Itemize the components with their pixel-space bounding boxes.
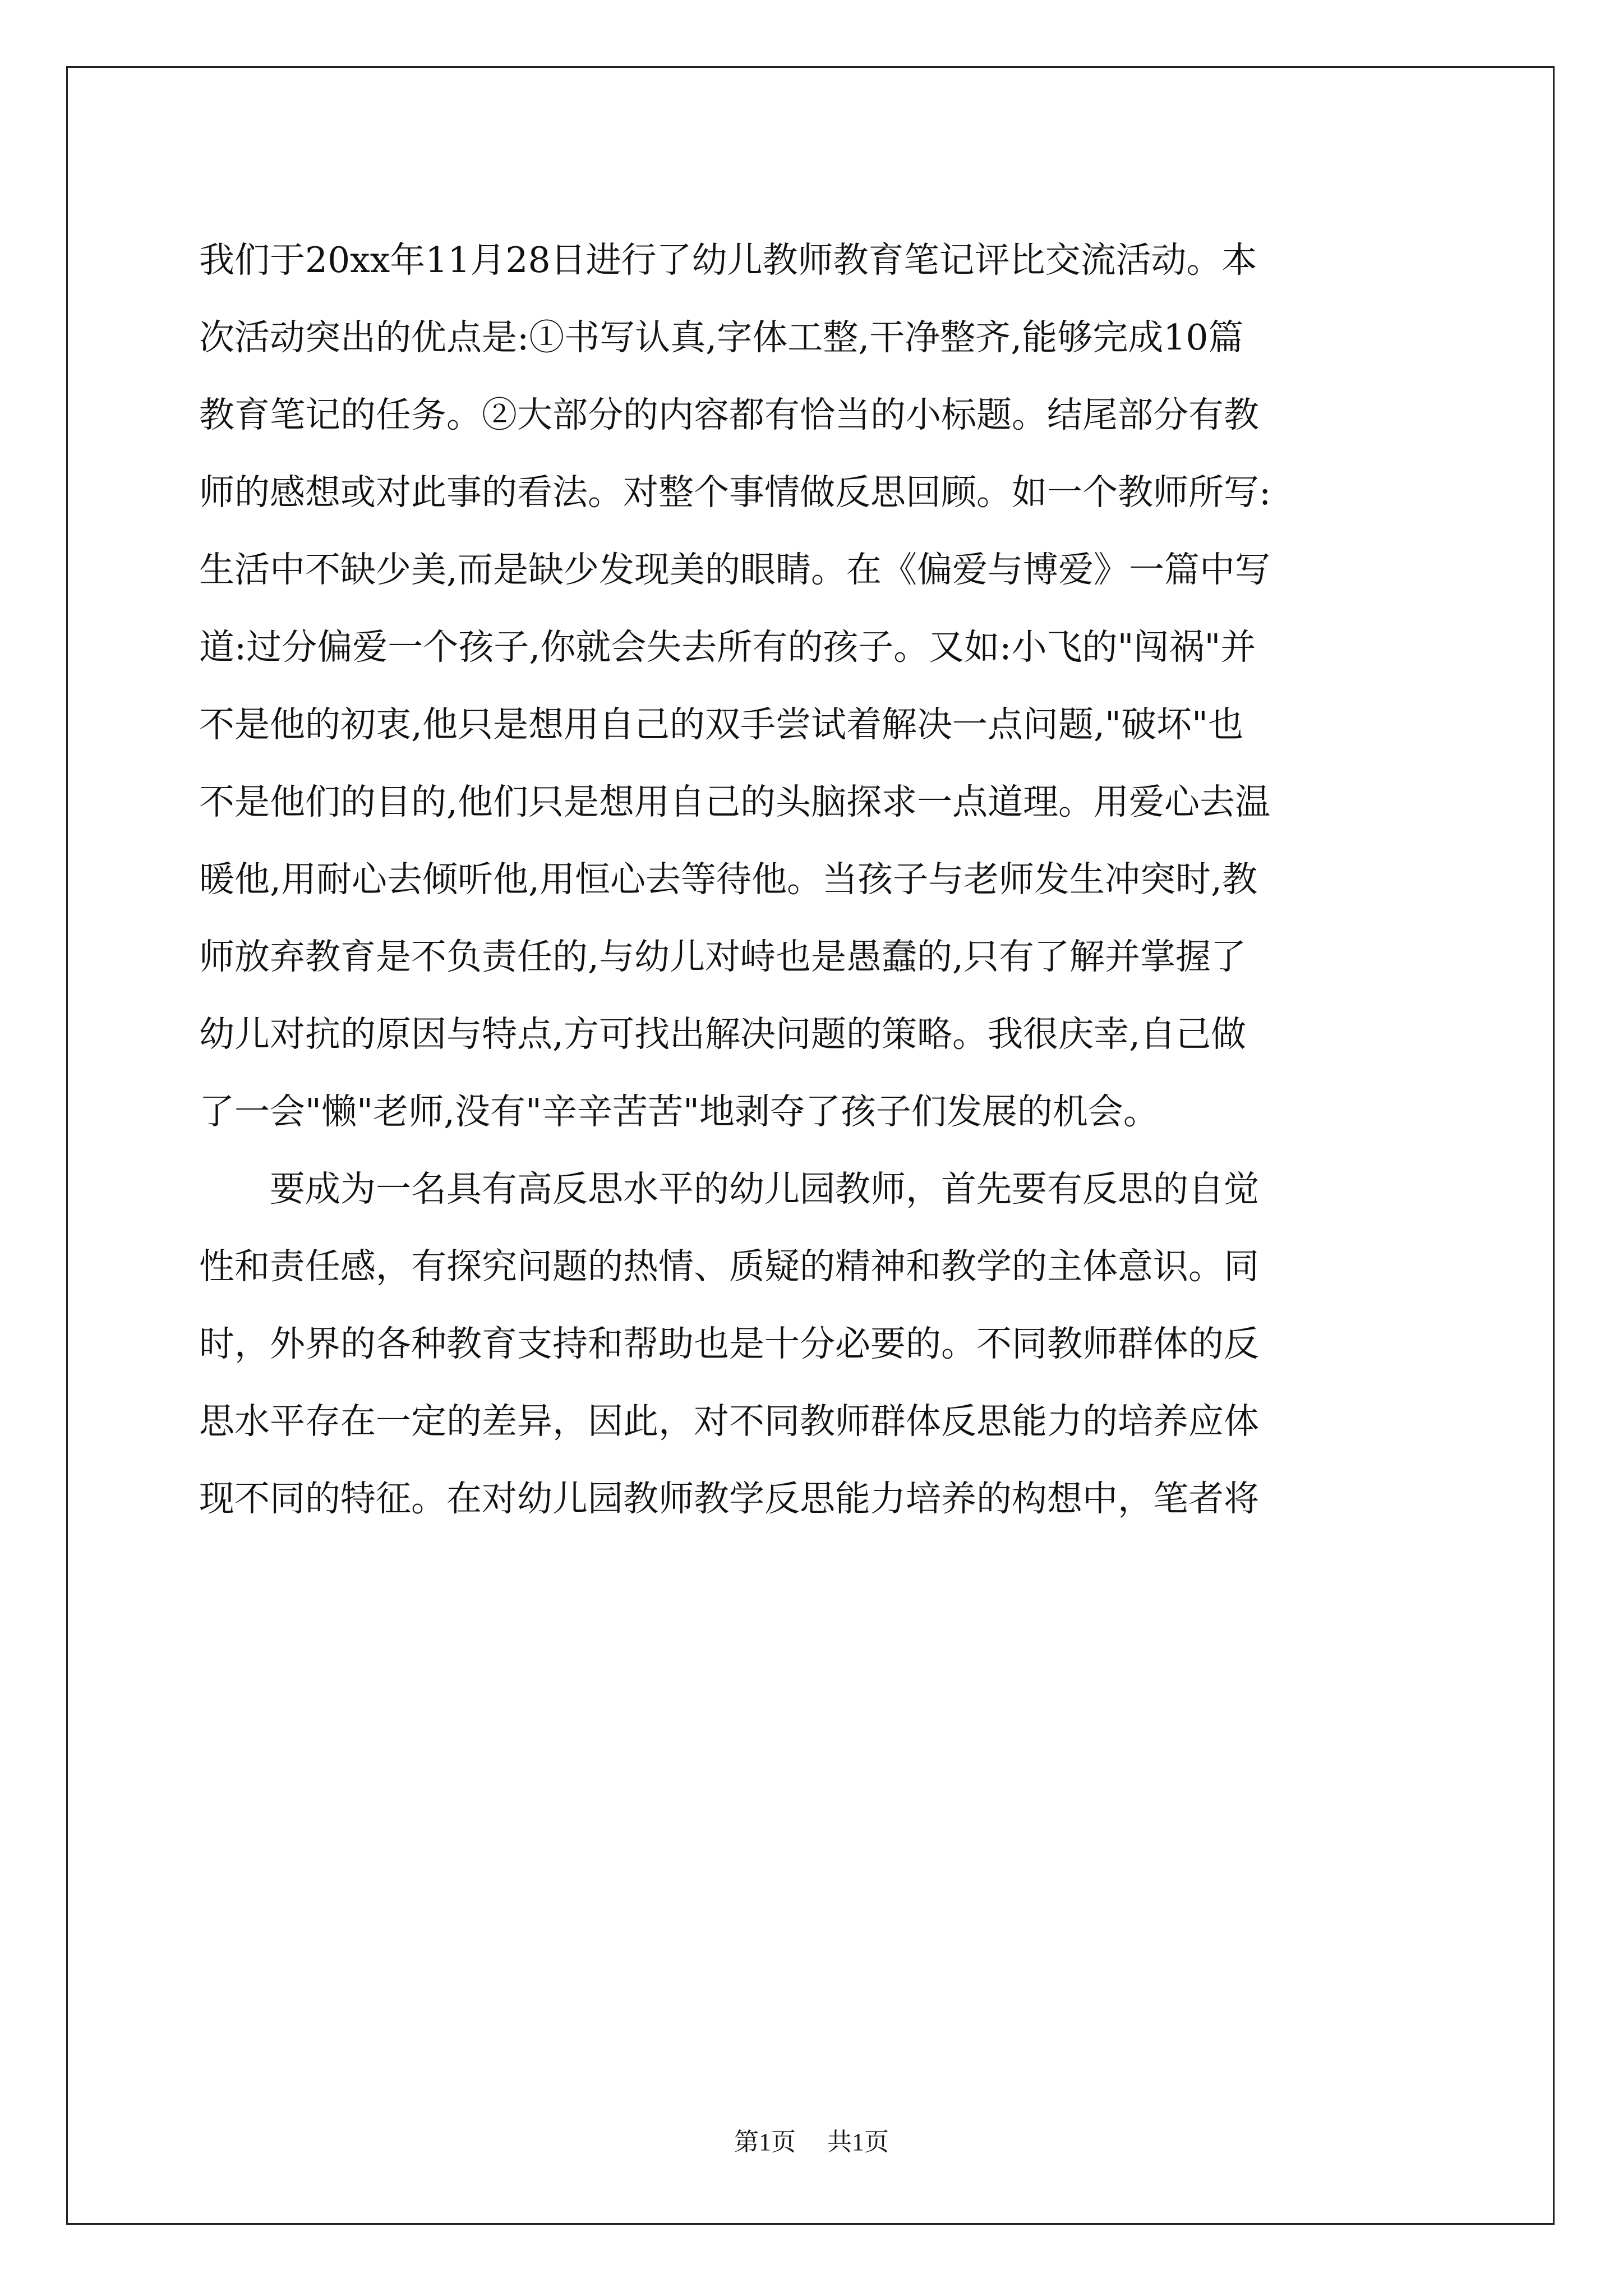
page-footer xyxy=(0,2122,1623,2157)
paragraph-2: 要成为一名具有高反思水平的幼儿园教师，首先要有反思的自觉 性和责任感，有探究问题的热情、质疑的精神和教学的主体意识。同 时，外界的各种教育支持和帮助也是十分必要的。不同教师群体的反 思水平存在一定的差异，因此，对不同教师群体反思能力的培养应体 现不同的特征。在对幼儿园教师教学反思能力培养的构想中，笔者将 xyxy=(199,1168,1259,1519)
page-total: 共1页 xyxy=(827,2128,889,2156)
paragraph-1: 我们于20xx年11月28日进行了幼儿教师教育笔记评比交流活动。本 次活动突出的优点是:①书写认真,字体工整,干净整齐,能够完成10篇 教育笔记的任务。②大部分的内容都有恰当的小标题。结尾部分有教 师的感想或对此事的看法。对整个事情做反思回顾。如一个教师所写: 生活中不缺少美,而是缺少发现美的眼睛。在《偏爱与博爱》一篇中写 道:过分偏爱一个孩子,你就会失去所有的孩子。又如:小飞的"闯祸"并 不是他的初衷,他只是想用自己的双手尝试着解决一点问题,"破坏"也 不是他们的目的,他们只是想用自己的头脑探求一点道理。用爱心去温 暖他,用耐心去倾听他,用恒心去等待他。当孩子与老师发生冲突时,教 师放弃教育是不负责任的,与幼儿对峙也是愚蠢的,只有了解并掌握了 幼儿对抗的原因与特点,方可找出解决问题的策略。我很庆幸,自己做 了一会"懒"老师,没有"辛辛苦苦"地剥夺了孩子们发展的机会。 xyxy=(199,240,1271,1132)
document-body xyxy=(199,222,1422,1538)
page-number: 第1页 xyxy=(734,2128,796,2156)
